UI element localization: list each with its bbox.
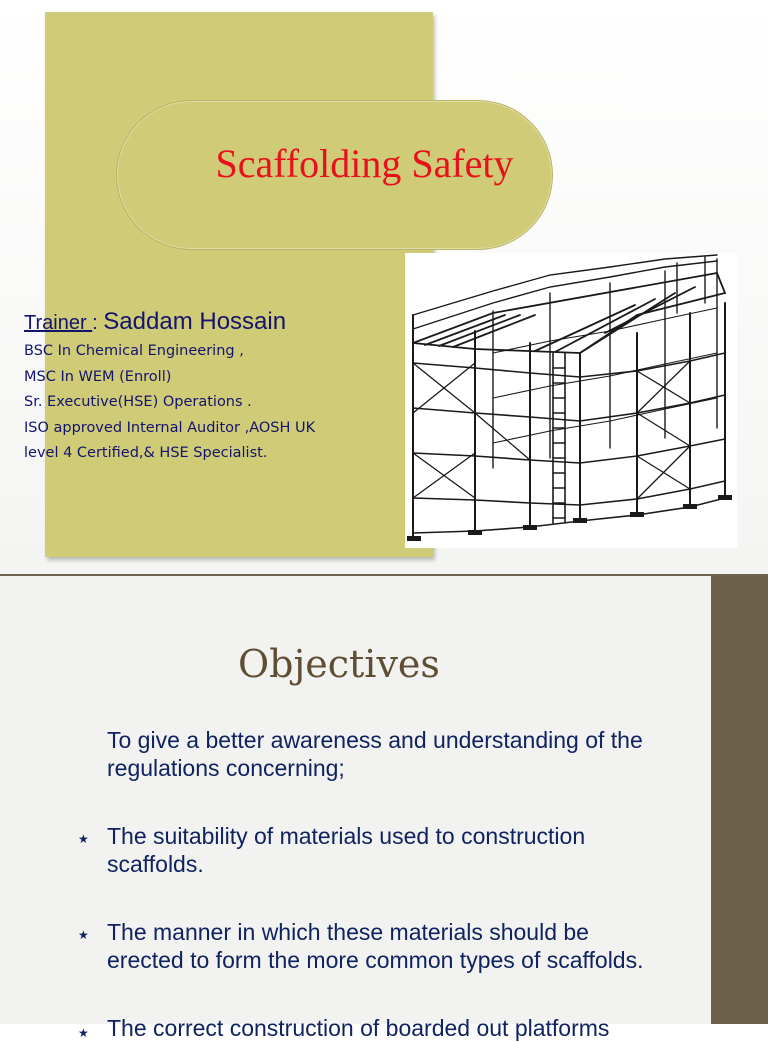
scaffolding-icon: [405, 253, 737, 548]
objectives-slide: [0, 576, 768, 1041]
credential-line: level 4 Certified,& HSE Specialist.: [24, 445, 268, 461]
trainer-colon: :: [92, 312, 104, 334]
bullet-line: The correct construction of boarded out platforms: [107, 1015, 610, 1041]
bullet-item: [107, 822, 707, 878]
slide-title: Scaffolding Safety: [215, 140, 514, 186]
trainer-name: Saddam Hossain: [103, 308, 287, 335]
side-accent-bar: [711, 576, 768, 1024]
bullet-line: The suitability of materials used to construction: [107, 823, 586, 849]
intro-paragraph: [107, 726, 707, 782]
bullet-line: erected to form the more common types of scaffolds.: [107, 947, 644, 973]
star-bullet-icon: ★: [78, 832, 89, 846]
bullet-line: The manner in which these materials should be: [107, 919, 589, 945]
trainer-line: [24, 306, 404, 339]
credential-line: ISO approved Internal Auditor ,AOSH UK: [24, 419, 316, 436]
star-bullet-icon: ★: [78, 928, 89, 942]
objectives-title: Objectives: [238, 642, 440, 686]
star-bullet-icon: ★: [78, 1026, 89, 1040]
trainer-info: [24, 306, 404, 467]
credential-line: BSC In Chemical Engineering ,: [24, 343, 244, 359]
bullet-item: [107, 918, 707, 974]
trainer-label: Trainer: [24, 312, 93, 334]
bullet-line: scaffolds.: [107, 851, 204, 877]
intro-line: To give a better awareness and understanding of the: [107, 727, 643, 753]
intro-line: regulations concerning;: [107, 755, 345, 781]
scaffolding-illustration: [405, 253, 737, 548]
credential-line: Sr. Executive(HSE) Operations .: [24, 394, 252, 410]
bullet-item: [107, 1014, 707, 1042]
olive-background-panel: [45, 12, 433, 557]
credential-line: MSC In WEM (Enroll): [24, 368, 172, 385]
